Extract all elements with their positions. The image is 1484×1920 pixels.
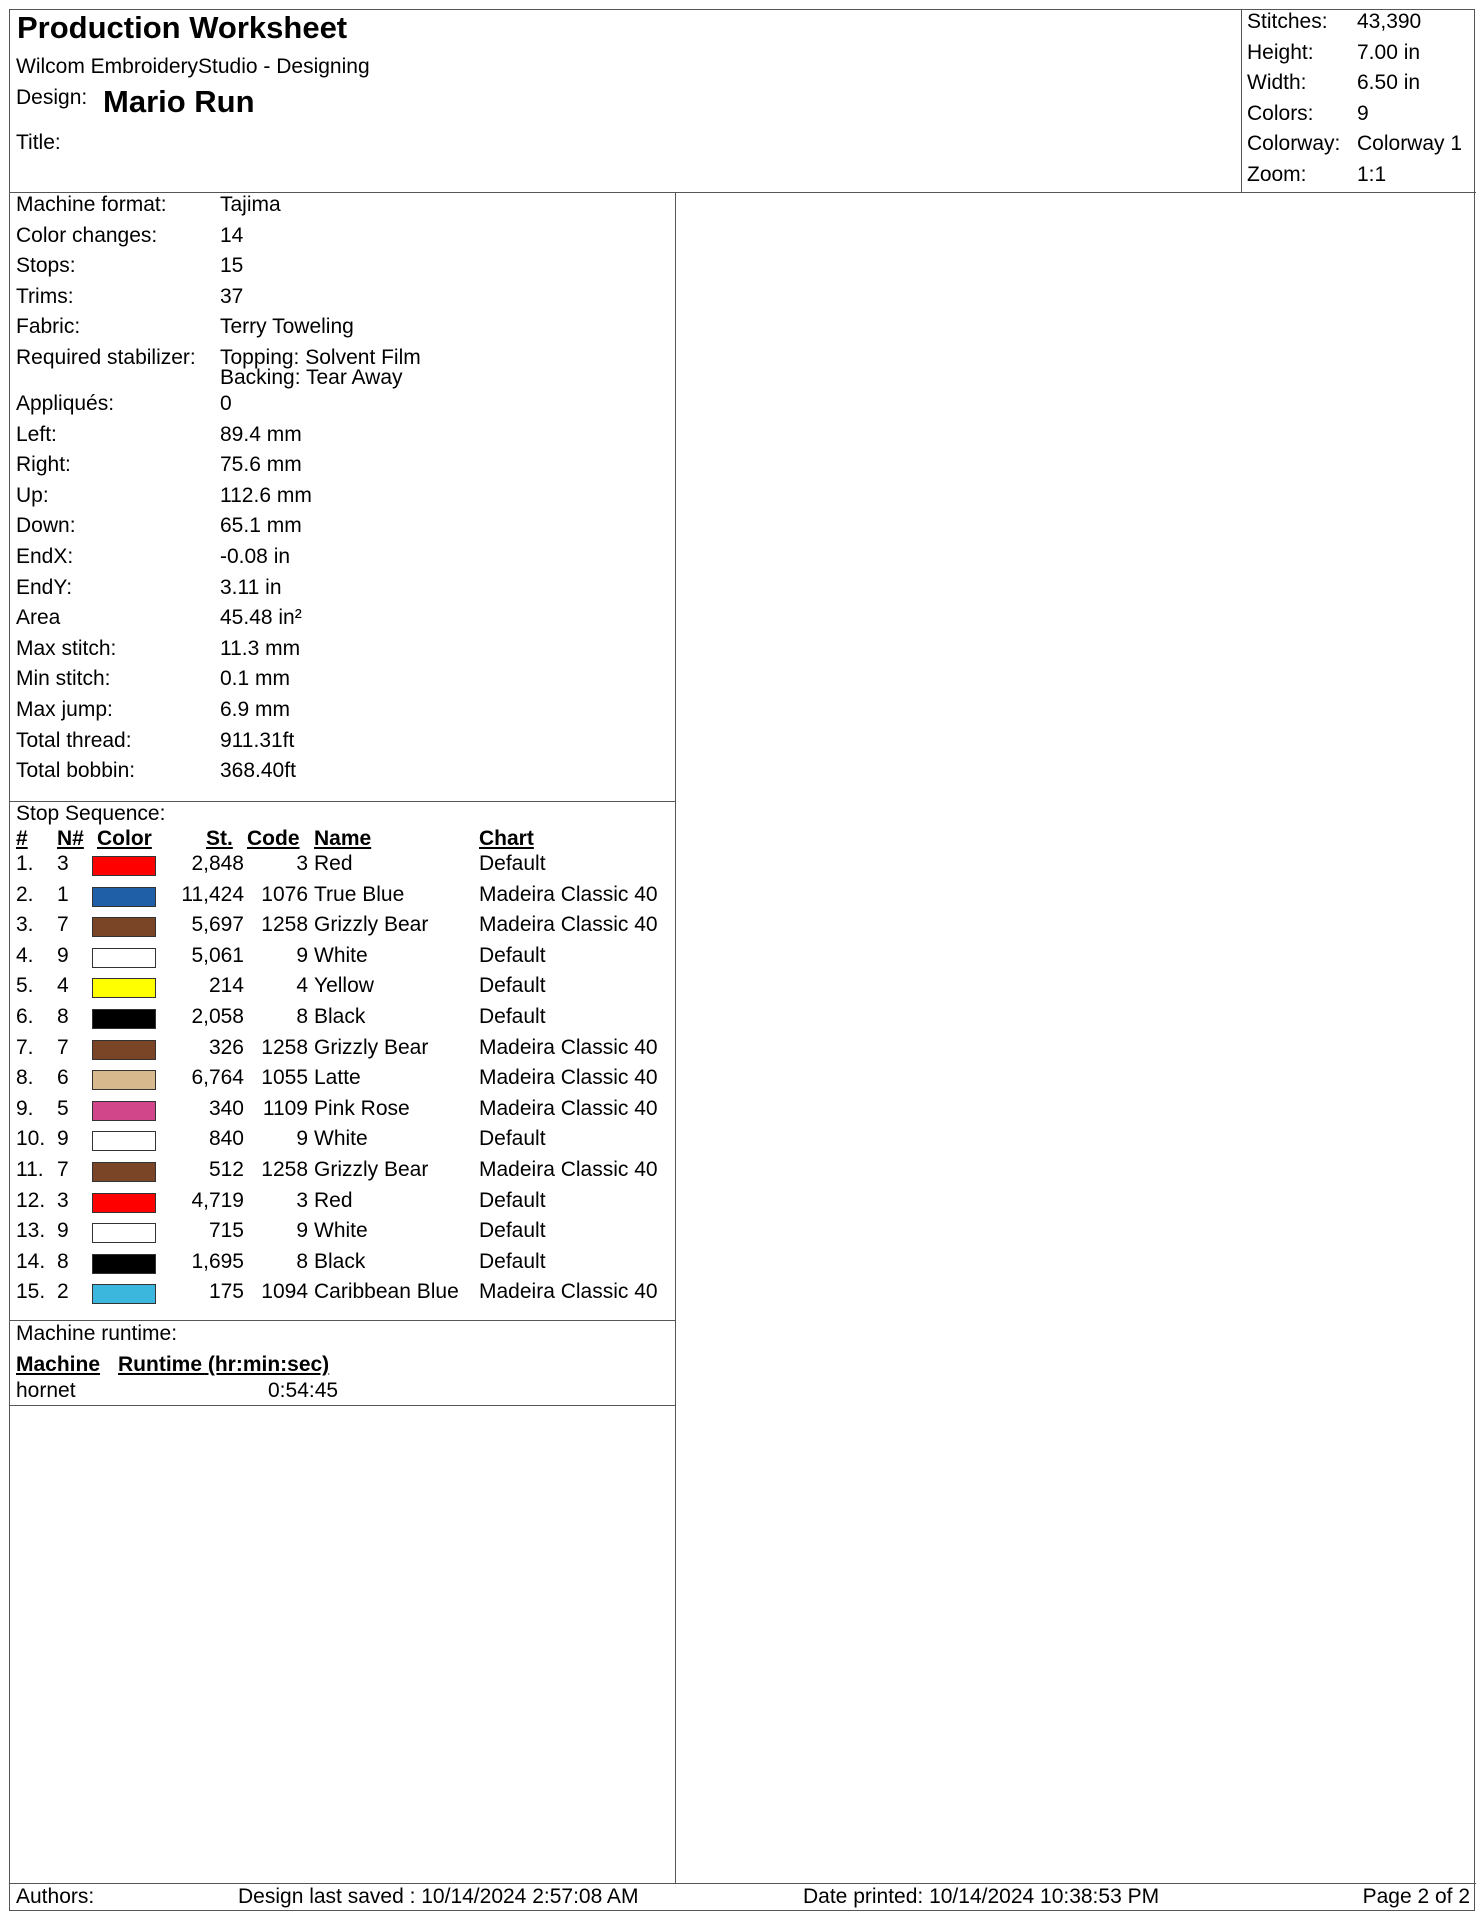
stitch-count: 512 [208, 1158, 244, 1181]
table-row [10, 1036, 676, 1066]
needle-number: 5 [57, 1096, 69, 1120]
color-swatch [92, 1254, 156, 1274]
design-stats-panel: Stitches: 43,390 Height: 7.00 in Width: 6.50 in Colors: 9 Colorway: Colorway 1 Zoom: 1:1 [1241, 10, 1476, 192]
info-label: Stops: [16, 254, 76, 278]
thread-name: Grizzly Bear [314, 913, 429, 937]
app-name: Wilcom EmbroideryStudio - Designing [16, 55, 370, 78]
needle-number: 3 [57, 852, 69, 875]
thread-chart: Default [479, 1005, 546, 1028]
date-printed: Date printed: 10/14/2024 10:38:53 PM [803, 1885, 1160, 1908]
stop-sequence-title: Stop Sequence: [16, 802, 166, 825]
thread-chart: Default [479, 1188, 546, 1212]
page-number: Page 2 of 2 [1362, 1885, 1470, 1908]
design-label: Design: [16, 86, 88, 109]
info-value: Tajima [220, 193, 281, 216]
thread-name: Pink Rose [314, 1096, 410, 1120]
info-label: Required stabilizer: [16, 346, 196, 369]
info-label: Left: [16, 422, 57, 446]
table-row [10, 1250, 676, 1280]
needle-number: 3 [57, 1188, 69, 1212]
details-column [10, 193, 676, 1883]
stitch-count: 4,719 [191, 1188, 244, 1212]
info-value: 15 [220, 254, 244, 278]
needle-number: 1 [57, 882, 69, 906]
info-label: Min stitch: [16, 667, 111, 691]
info-label: Machine format: [16, 193, 167, 216]
color-swatch [92, 1009, 156, 1029]
runtime-title: Machine runtime: [16, 1322, 178, 1345]
info-label: Down: [16, 514, 76, 538]
col-header-index: # [16, 827, 28, 850]
color-swatch [92, 948, 156, 968]
row-index: 6. [16, 1005, 34, 1028]
info-label: Up: [16, 483, 49, 507]
color-swatch [92, 1131, 156, 1151]
info-value: 6.9 mm [220, 698, 291, 721]
table-row [10, 883, 676, 913]
thread-code: 8 [296, 1249, 308, 1273]
info-label: EndX: [16, 545, 74, 568]
thread-name: Red [314, 1188, 353, 1212]
info-label: Appliqués: [16, 392, 115, 415]
info-value: -0.08 in [220, 545, 291, 568]
color-swatch [92, 1223, 156, 1243]
needle-number: 8 [57, 1005, 69, 1028]
color-swatch [92, 1040, 156, 1060]
needle-number: 9 [57, 1127, 69, 1151]
stitch-count: 340 [208, 1096, 244, 1120]
info-value: 0.1 mm [220, 667, 291, 691]
needle-number: 4 [57, 974, 69, 998]
info-value: 65.1 mm [220, 514, 302, 538]
stitch-count: 5,061 [191, 943, 244, 967]
info-label: Trims: [16, 284, 74, 308]
thread-code: 1258 [261, 913, 308, 937]
thread-name: True Blue [314, 882, 405, 906]
stitch-count: 175 [208, 1280, 244, 1304]
info-label: Right: [16, 453, 71, 477]
info-value: 3.11 in [220, 575, 282, 599]
thread-name: Grizzly Bear [314, 1035, 429, 1059]
info-value: 89.4 mm [220, 422, 302, 446]
needle-number: 7 [57, 913, 69, 937]
worksheet-header [10, 10, 1476, 193]
needle-number: 9 [57, 1219, 69, 1243]
stitch-count: 5,697 [191, 913, 244, 937]
row-index: 14. [16, 1249, 46, 1273]
needle-number: 6 [57, 1066, 69, 1090]
color-swatch [92, 856, 156, 876]
design-name: Mario Run [103, 84, 255, 119]
color-swatch [92, 1101, 156, 1121]
worksheet-footer [10, 1883, 1476, 1911]
info-label: Total bobbin: [16, 759, 136, 783]
table-row [10, 913, 676, 943]
color-swatch [92, 1162, 156, 1182]
thread-chart: Madeira Classic 40 [479, 1035, 658, 1059]
color-swatch [92, 887, 156, 907]
table-row [10, 1280, 676, 1310]
info-value: 11.3 mm [220, 636, 301, 660]
info-value: 112.6 mm [220, 483, 312, 507]
info-value: 911.31ft [220, 728, 295, 752]
table-row [10, 1189, 676, 1219]
thread-name: Yellow [314, 974, 374, 998]
table-row [10, 852, 676, 882]
thread-name: Red [314, 852, 353, 875]
color-swatch [92, 1070, 156, 1090]
row-index: 12. [16, 1188, 46, 1212]
thread-code: 8 [296, 1005, 308, 1028]
thread-code: 1076 [261, 882, 308, 906]
info-value: 45.48 in² [220, 606, 302, 630]
thread-name: White [314, 1127, 368, 1151]
thread-code: 1258 [261, 1035, 308, 1059]
needle-number: 7 [57, 1158, 69, 1181]
thread-name: White [314, 943, 368, 967]
thread-code: 3 [296, 1188, 308, 1212]
runtime-machine: hornet [16, 1379, 76, 1402]
thread-chart: Madeira Classic 40 [479, 1158, 658, 1181]
table-row [10, 1097, 676, 1127]
info-label: Color changes: [16, 223, 158, 247]
info-label: Total thread: [16, 728, 132, 752]
info-value: 75.6 mm [220, 453, 302, 477]
thread-chart: Default [479, 943, 546, 967]
thread-chart: Default [479, 1127, 546, 1151]
table-row [10, 1158, 676, 1188]
thread-name: Grizzly Bear [314, 1158, 429, 1181]
table-row [10, 1005, 676, 1035]
col-header-color: Color [97, 827, 152, 850]
col-header-machine: Machine [16, 1353, 101, 1376]
table-row [10, 974, 676, 1004]
info-value: 37 [220, 284, 244, 308]
info-value: 0 [220, 392, 232, 415]
col-header-stitches: St. [206, 827, 233, 850]
info-label: Max jump: [16, 698, 113, 721]
stitch-count: 840 [208, 1127, 244, 1151]
thread-name: Black [314, 1249, 366, 1273]
row-index: 11. [16, 1158, 44, 1181]
row-index: 13. [16, 1219, 46, 1243]
row-index: 9. [16, 1096, 34, 1120]
divider [10, 1405, 676, 1406]
row-index: 1. [16, 852, 34, 875]
thread-code: 1055 [261, 1066, 308, 1090]
thread-code: 1094 [261, 1280, 308, 1304]
runtime-value: 0:54:45 [268, 1379, 339, 1402]
row-index: 7. [16, 1035, 34, 1059]
stitch-count: 214 [208, 974, 244, 998]
thread-code: 1258 [261, 1158, 308, 1181]
info-value: 14 [220, 223, 244, 247]
table-row [10, 1127, 676, 1157]
table-row [10, 1219, 676, 1249]
needle-number: 9 [57, 943, 69, 967]
thread-code: 1109 [262, 1096, 308, 1120]
col-header-name: Name [314, 827, 372, 850]
row-index: 8. [16, 1066, 34, 1090]
thread-chart: Default [479, 852, 546, 875]
col-header-code: Code [247, 827, 300, 850]
thread-name: Caribbean Blue [314, 1280, 459, 1304]
needle-number: 8 [57, 1249, 69, 1273]
title-label: Title: [16, 131, 61, 154]
info-label: Fabric: [16, 315, 81, 339]
color-swatch [92, 1284, 156, 1304]
color-swatch [92, 978, 156, 998]
stitch-count: 6,764 [191, 1066, 244, 1090]
thread-code: 9 [296, 943, 308, 967]
needle-number: 2 [57, 1280, 69, 1304]
thread-chart: Madeira Classic 40 [479, 913, 658, 937]
color-swatch [92, 1193, 156, 1213]
thread-code: 4 [296, 974, 308, 998]
thread-name: Black [314, 1005, 366, 1028]
needle-number: 7 [57, 1035, 69, 1059]
row-index: 4. [16, 943, 34, 967]
authors-label: Authors: [16, 1885, 95, 1908]
stitch-count: 11,424 [181, 882, 244, 906]
info-label: Max stitch: [16, 636, 117, 660]
row-index: 2. [16, 882, 34, 906]
thread-chart: Madeira Classic 40 [479, 1066, 658, 1090]
info-value: 368.40ft [220, 759, 296, 783]
thread-code: 9 [296, 1127, 308, 1151]
thread-name: White [314, 1219, 368, 1243]
stitch-count: 2,848 [191, 852, 244, 875]
thread-name: Latte [314, 1066, 361, 1090]
stitch-count: 715 [208, 1219, 244, 1243]
worksheet-page [9, 9, 1475, 1911]
thread-code: 3 [296, 852, 308, 875]
row-index: 3. [16, 913, 34, 937]
thread-chart: Madeira Classic 40 [479, 1096, 658, 1120]
row-index: 15. [16, 1280, 46, 1304]
color-swatch [92, 917, 156, 937]
table-row [10, 944, 676, 974]
thread-chart: Default [479, 1219, 546, 1243]
row-index: 5. [16, 974, 34, 998]
col-header-runtime: Runtime (hr:min:sec) [118, 1353, 330, 1376]
table-row [10, 1066, 676, 1096]
thread-code: 9 [296, 1219, 308, 1243]
thread-chart: Default [479, 1249, 546, 1273]
col-header-needle: N# [57, 827, 84, 850]
divider [10, 1320, 676, 1321]
thread-chart: Madeira Classic 40 [479, 1280, 658, 1304]
stitch-count: 1,695 [191, 1249, 244, 1273]
info-value: Topping: Solvent Film [220, 346, 421, 369]
page-title: Production Worksheet [17, 10, 348, 45]
stitch-count: 326 [208, 1035, 244, 1059]
info-label: Area [16, 606, 61, 630]
thread-chart: Default [479, 974, 546, 998]
col-header-chart: Chart [479, 827, 534, 850]
row-index: 10. [16, 1127, 46, 1151]
info-value-secondary: Backing: Tear Away [220, 366, 403, 389]
info-value: Terry Toweling [220, 315, 354, 339]
thread-chart: Madeira Classic 40 [479, 882, 658, 906]
stitch-count: 2,058 [191, 1005, 244, 1028]
last-saved: Design last saved : 10/14/2024 2:57:08 AM [238, 1885, 639, 1908]
info-label: EndY: [16, 575, 73, 599]
